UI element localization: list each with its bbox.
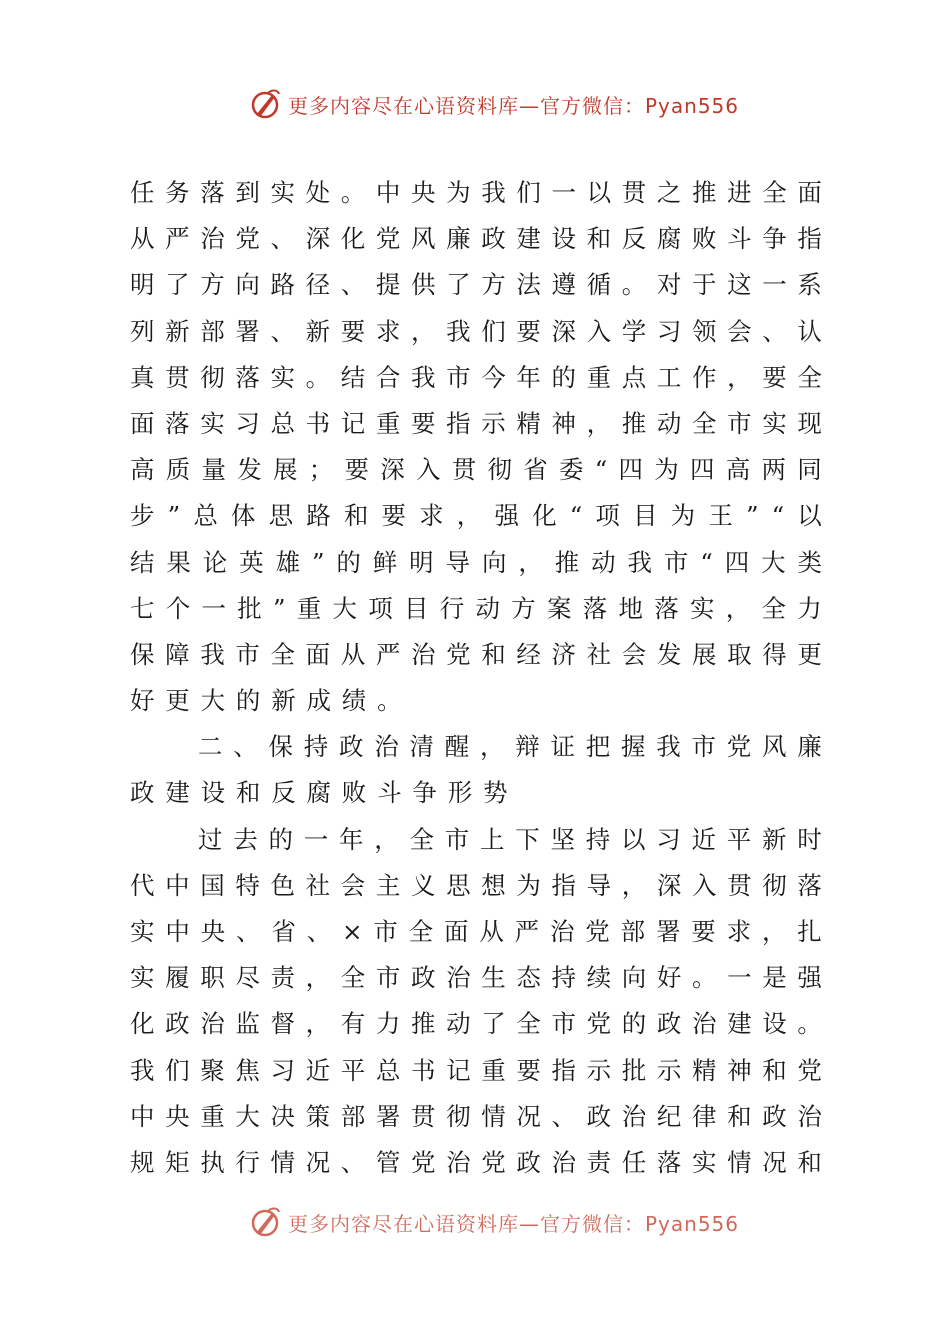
footer-watermark	[248, 1202, 739, 1242]
header-watermark	[248, 84, 739, 124]
text-line: 七 个 一 批 ” 重 大 项 目 行 动 方 案 落 地 落 实 ， 全 力	[130, 593, 822, 623]
text-line: 实 履 职 尽 责 ， 全 市 政 治 生 态 持 续 向 好 。 一 是 强	[130, 963, 822, 993]
text-line: 步 ” 总 体 思 路 和 要 求 ， 强 化 “ 项 目 为 王 ” “ 以	[130, 501, 822, 531]
text-line: 中 央 重 大 决 策 部 署 贯 彻 情 况 、 政 治 纪 律 和 政 治	[130, 1101, 822, 1131]
text-line: 从 严 治 党 、 深 化 党 风 廉 政 建 设 和 反 腐 败 斗 争 指	[130, 224, 822, 254]
text-line: 高 质 量 发 展 ； 要 深 入 贯 彻 省 委 “ 四 为 四 高 两 同	[130, 455, 822, 485]
text-line: 实 中 央 、 省 、 × 市 全 面 从 严 治 党 部 署 要 求 ， 扎	[130, 917, 822, 946]
text-line: 我 们 聚 焦 习 近 平 总 书 记 重 要 指 示 批 示 精 神 和 党	[130, 1055, 822, 1085]
text-line: 结 果 论 英 雄 ” 的 鲜 明 导 向 ， 推 动 我 市 “ 四 大 类	[130, 547, 822, 577]
brush-logo-icon	[248, 87, 282, 121]
text-line: 面 落 实 习 总 书 记 重 要 指 示 精 神 ， 推 动 全 市 实 现	[130, 408, 822, 438]
text-line: 二 、 保 持 政 治 清 醒 ， 辩 证 把 握 我 市 党 风 廉	[198, 732, 822, 762]
text-line: 过 去 的 一 年 ， 全 市 上 下 坚 持 以 习 近 平 新 时	[198, 824, 822, 854]
watermark-text: 更多内容尽在心语资料库—官方微信：Pyan556	[288, 1211, 740, 1236]
text-line: 规 矩 执 行 情 况 、 管 党 治 党 政 治 责 任 落 实 情 况 和	[130, 1147, 822, 1177]
text-line: 代 中 国 特 色 社 会 主 义 思 想 为 指 导 ， 深 入 贯 彻 落	[130, 870, 822, 900]
text-line: 任 务 落 到 实 处 。 中 央 为 我 们 一 以 贯 之 推 进 全 面	[130, 178, 822, 207]
text-line: 好更大的新成绩。	[130, 686, 413, 716]
watermark-text: 更多内容尽在心语资料库—官方微信：Pyan556	[288, 93, 740, 118]
text-line: 真 贯 彻 落 实 。 结 合 我 市 今 年 的 重 点 工 作 ， 要 全	[130, 362, 822, 392]
text-line: 保 障 我 市 全 面 从 严 治 党 和 经 济 社 会 发 展 取 得 更	[130, 639, 822, 669]
brush-logo-icon	[248, 1205, 282, 1239]
text-line: 化 政 治 监 督 ， 有 力 推 动 了 全 市 党 的 政 治 建 设 。	[130, 1009, 822, 1039]
text-line: 政建设和反腐败斗争形势	[130, 778, 519, 808]
text-line: 明 了 方 向 路 径 、 提 供 了 方 法 遵 循 。 对 于 这 一 系	[130, 270, 822, 300]
text-line: 列 新 部 署 、 新 要 求 ， 我 们 要 深 入 学 习 领 会 、 认	[130, 316, 822, 346]
document-body	[130, 170, 822, 1186]
